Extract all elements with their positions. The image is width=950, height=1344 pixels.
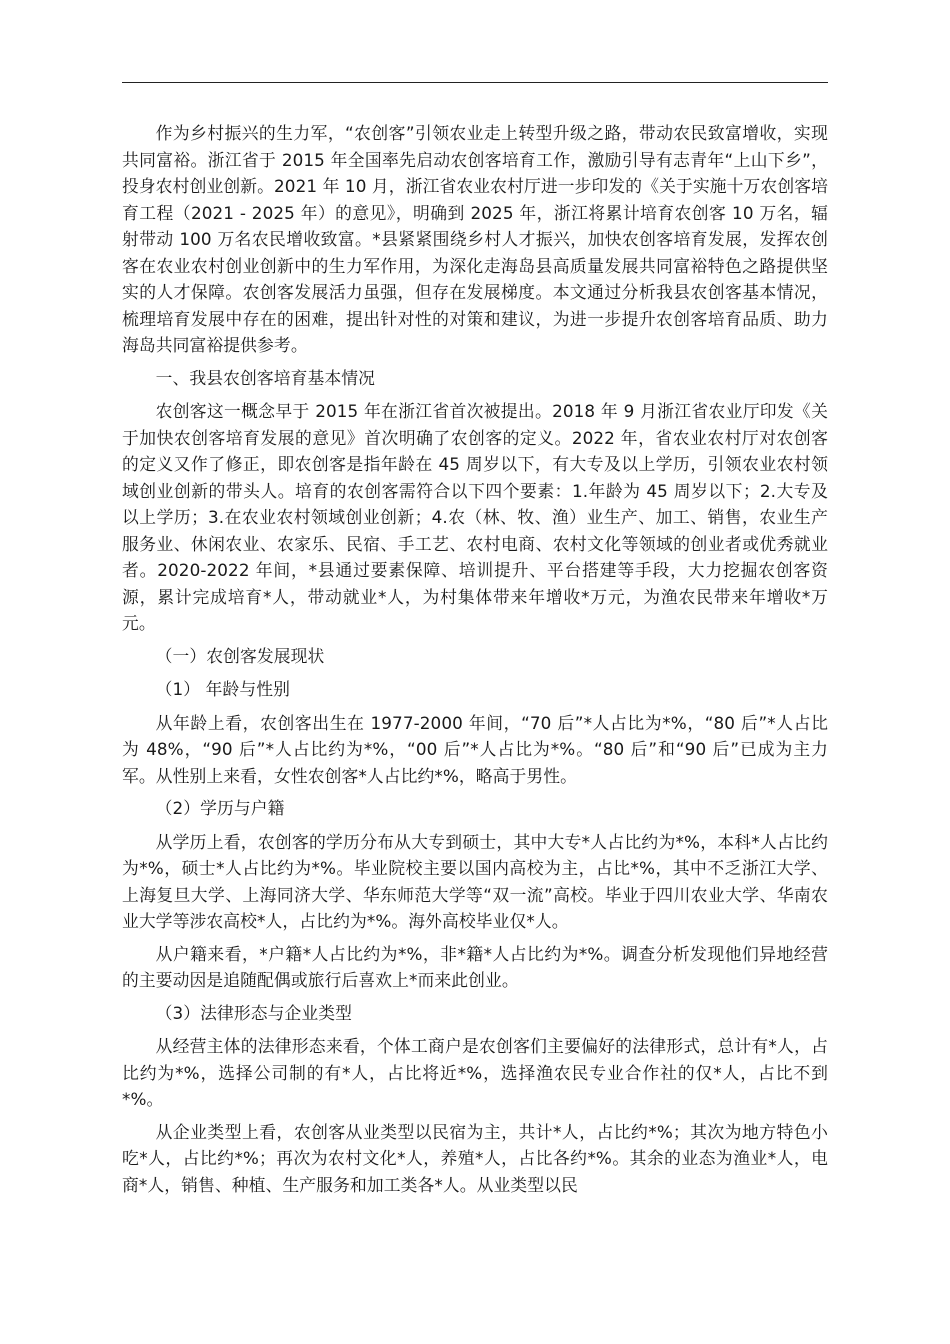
document-body	[122, 120, 828, 1204]
body-paragraph: 农创客这一概念早于 2015 年在浙江省首次被提出。2018 年 9 月浙江省农业厅印发《关于加快农创客培育发展的意见》首次明确了农创客的定义。2022 年，省农业农村厅对农创客的定义又作了修正，即农创客是指年龄在 45 周岁以下，有大专及以上学历，引领农业农村领域创业创新的带头人。培育的农创客需符合以下四个要素：1.年龄为 45 周岁以下；2.大专及以上学历；3.在农业农村领域创业创新；4.农（林、牧、渔）业生产、加工、销售，农业生产服务业、休闲农业、农家乐、民宿、手工艺、农村电商、农村文化等领域的创业者或优秀就业者。2020-2022 年间，*县通过要素保障、培训提升、平台搭建等手段，大力挖掘农创客资源，累计完成培育*人，带动就业*人，为村集体带来年增收*万元，为渔农民带来年增收*万元。	[122, 401, 828, 633]
body-paragraph: 从企业类型上看，农创客从业类型以民宿为主，共计*人，占比约*%；其次为地方特色小吃*人，占比约*%；再次为农村文化*人，养殖*人，占比各约*%。其余的业态为渔业*人，电商*人，销售、种植、生产服务和加工类各*人。从业类型以民	[122, 1121, 828, 1195]
subsection-heading: （一）农创客发展现状	[155, 645, 325, 666]
section-heading-1: 一、我县农创客培育基本情况	[155, 367, 376, 388]
intro-paragraph: 作为乡村振兴的生力军，“农创客”引领农业走上转型升级之路，带动农民致富增收，实现共同富裕。浙江省于 2015 年全国率先启动农创客培育工作，激励引导有志青年“上山下乡”，投身农村创业创新。2021 年 10 月，浙江省农业农村厅进一步印发的《关于实施十万农创客培育工程（2021 - 2025 年）的意见》，明确到 2025 年，浙江将累计培育农创客 10 万名，辐射带动 100 万名农民增收致富。*县紧紧围绕乡村人才振兴，加快农创客培育发展，发挥农创客在农业农村创业创新中的生力军作用，为深化走海岛县高质量发展共同富裕特色之路提供坚实的人才保障。农创客发展活力虽强，但存在发展梯度。本文通过分析我县农创客基本情况，梳理培育发展中存在的困难，提出针对性的对策和建议，为进一步提升农创客培育品质、助力海岛共同富裕提供参考。	[122, 123, 828, 355]
body-paragraph: 从户籍来看，*户籍*人占比约为*%，非*籍*人占比约为*%。调查分析发现他们异地经营的主要动因是追随配偶或旅行后喜欢上*而来此创业。	[122, 943, 828, 990]
subsection-heading: （2）学历与户籍	[155, 798, 285, 818]
body-paragraph: 从学历上看，农创客的学历分布从大专到硕士，其中大专*人占比约为*%，本科*人占比约为*%，硕士*人占比约为*%。毕业院校主要以国内高校为主，占比*%，其中不乏浙江大学、上海复旦大学、上海同济大学、华东师范大学等“双一流”高校。毕业于四川农业大学、华南农业大学等涉农高校*人，占比约为*%。海外高校毕业仅*人。	[122, 831, 828, 931]
subsection-heading: （1） 年龄与性别	[155, 679, 290, 699]
body-paragraph: 从经营主体的法律形态来看，个体工商户是农创客们主要偏好的法律形式，总计有*人，占比约为*%，选择公司制的有*人，占比将近*%，选择渔农民专业合作社的仅*人，占比不到*%。	[122, 1036, 828, 1109]
header-rule	[122, 82, 828, 83]
subsection-heading: （3）法律形态与企业类型	[155, 1002, 353, 1023]
body-paragraph: 从年龄上看，农创客出生在 1977-2000 年间，“70 后”*人占比为*%，“80 后”*人占比为 48%，“90 后”*人占比约为*%，“00 后”*人占比为*%。“80 后”和“90 后”已成为主力军。从性别上来看，女性农创客*人占比约*%，略高于男性。	[122, 712, 828, 786]
